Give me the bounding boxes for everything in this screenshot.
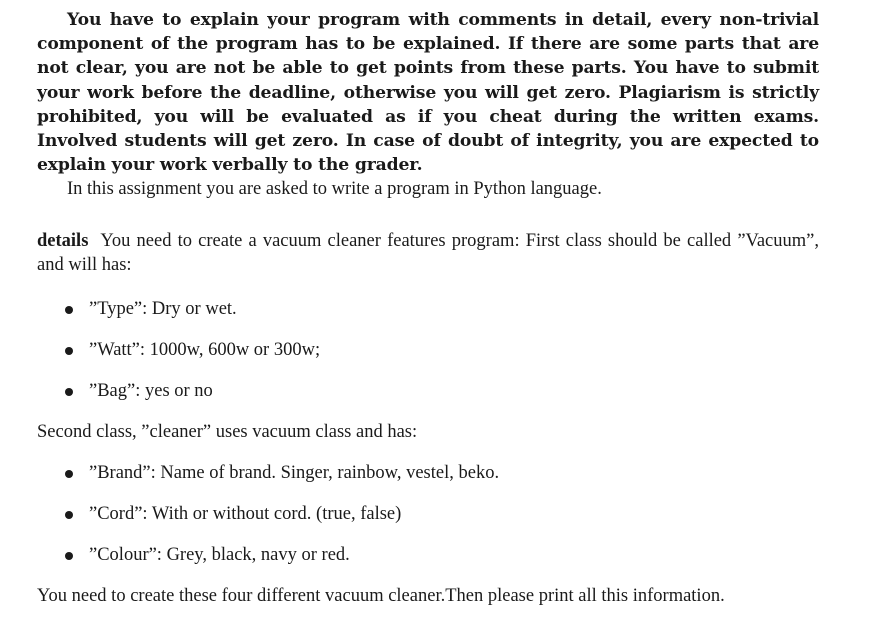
list-item bbox=[37, 502, 819, 526]
bullet-icon bbox=[65, 552, 73, 560]
list-item-text: ”Bag”: yes or no bbox=[89, 381, 213, 402]
details-paragraph bbox=[37, 229, 819, 277]
list-item bbox=[37, 338, 819, 362]
list-item-text: ”Watt”: 1000w, 600w or 300w; bbox=[89, 340, 321, 361]
bullet-icon bbox=[65, 388, 73, 396]
cleaner-attribute-list bbox=[37, 461, 819, 567]
list-item-text: ”Colour”: Grey, black, navy or red. bbox=[89, 545, 350, 566]
details-heading: details bbox=[37, 231, 89, 252]
list-item bbox=[37, 461, 819, 485]
list-item-text: ”Brand”: Name of brand. Singer, rainbow, vestel, beko. bbox=[89, 463, 500, 484]
integrity-warning: You have to explain your program with comments in detail, every non-trivial component of the program has to be explained. If there are some parts that are not clear, you are not be able to get points from these parts. You have to submit your work before the deadline, otherwise you will get zero. Plagiarism is strictly prohibited, you will be evaluated as if you cheat during the written exams. Involved students will get zero. In case of doubt of integrity, you are expected to explain your work verbally to the grader. bbox=[37, 10, 819, 176]
list-item-text: ”Type”: Dry or wet. bbox=[89, 299, 237, 320]
list-item bbox=[37, 379, 819, 403]
list-item-text: ”Cord”: With or without cord. (true, false) bbox=[89, 504, 402, 525]
bullet-icon bbox=[65, 511, 73, 519]
list-item bbox=[37, 543, 819, 567]
intro-paragraph: In this assignment you are asked to write a program in Python language. bbox=[67, 179, 602, 200]
bullet-icon bbox=[65, 306, 73, 314]
final-paragraph: You need to create these four different vacuum cleaner.Then please print all this information. bbox=[37, 586, 725, 607]
assignment-document bbox=[37, 8, 819, 608]
bullet-icon bbox=[65, 470, 73, 478]
second-class-paragraph: Second class, ”cleaner” uses vacuum class and has: bbox=[37, 422, 418, 443]
details-text: You need to create a vacuum cleaner features program: First class should be called ”Vacuum”, and will has: bbox=[37, 231, 819, 276]
list-item bbox=[37, 297, 819, 321]
bullet-icon bbox=[65, 347, 73, 355]
vacuum-attribute-list bbox=[37, 297, 819, 403]
